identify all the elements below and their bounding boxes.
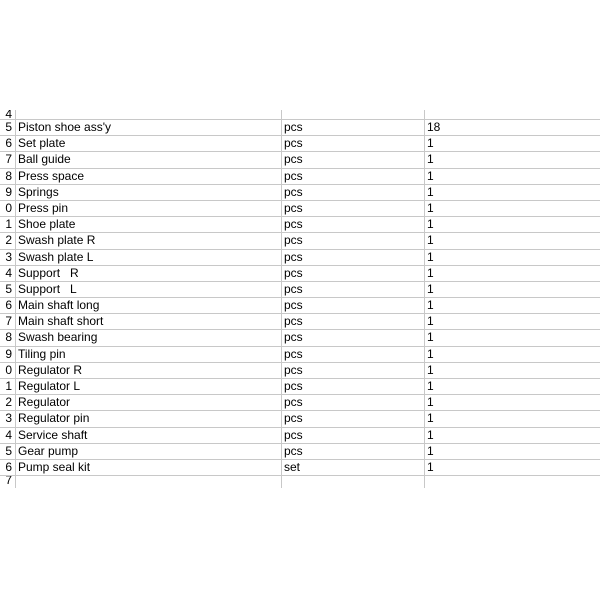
table-row (0, 363, 600, 379)
table-row (0, 169, 600, 185)
cell-description[interactable]: Main shaft long (18, 298, 100, 313)
table-row-partial-top (0, 110, 600, 120)
row-number[interactable]: 4 (5, 265, 12, 280)
row-number[interactable]: 2 (5, 395, 12, 410)
row-number[interactable]: 7 (5, 476, 12, 485)
cell-quantity[interactable]: 1 (427, 330, 434, 345)
cell-quantity[interactable]: 1 (427, 136, 434, 151)
cell-quantity[interactable]: 1 (427, 379, 434, 393)
table-row (0, 120, 600, 136)
cell-unit[interactable]: pcs (284, 379, 303, 393)
table-row (0, 444, 600, 460)
cell-quantity[interactable]: 1 (427, 411, 434, 426)
cell-description[interactable]: Shoe plate (18, 217, 76, 232)
cell-unit[interactable]: pcs (284, 411, 303, 426)
row-number[interactable]: 3 (5, 249, 12, 264)
table-row (0, 136, 600, 152)
cell-quantity[interactable]: 1 (427, 395, 434, 410)
cell-quantity[interactable]: 1 (427, 362, 434, 377)
cell-quantity[interactable]: 1 (427, 152, 434, 167)
cell-unit[interactable]: pcs (284, 168, 303, 183)
cell-unit[interactable]: pcs (284, 136, 303, 151)
cell-unit[interactable]: pcs (284, 152, 303, 167)
cell-description[interactable]: Swash bearing (18, 330, 98, 345)
table-row (0, 152, 600, 168)
table-row (0, 379, 600, 395)
cell-unit[interactable]: pcs (284, 427, 303, 442)
cell-description[interactable]: Press pin (18, 200, 69, 215)
cell-unit[interactable]: pcs (284, 217, 303, 232)
cell-description[interactable]: Regulator (18, 395, 71, 410)
table-row (0, 185, 600, 201)
row-number[interactable]: 9 (5, 184, 12, 199)
table-row (0, 201, 600, 217)
cell-unit[interactable]: pcs (284, 330, 303, 345)
row-number[interactable]: 6 (5, 459, 12, 474)
cell-description[interactable]: Piston shoe ass'y (18, 120, 112, 134)
cell-description[interactable]: Press space (18, 168, 85, 183)
cell-unit[interactable]: pcs (284, 443, 303, 458)
cell-quantity[interactable]: 1 (427, 314, 434, 329)
cell-quantity[interactable]: 1 (427, 265, 434, 280)
cell-description[interactable]: Service shaft (18, 427, 88, 442)
row-number[interactable]: 8 (5, 330, 12, 345)
cell-unit[interactable]: pcs (284, 120, 303, 134)
table-row (0, 233, 600, 249)
table-row-partial-bottom (0, 476, 600, 484)
row-number[interactable]: 1 (5, 379, 12, 393)
cell-unit[interactable]: pcs (284, 362, 303, 377)
table-row (0, 250, 600, 266)
spreadsheet-grid (0, 110, 600, 484)
cell-quantity[interactable]: 1 (427, 168, 434, 183)
row-number[interactable]: 1 (5, 217, 12, 232)
cell-description[interactable]: Swash plate L (18, 249, 94, 264)
table-row (0, 411, 600, 427)
table-row (0, 298, 600, 314)
cell-quantity[interactable]: 1 (427, 443, 434, 458)
cell-description[interactable]: Regulator pin (18, 411, 90, 426)
table-row (0, 282, 600, 298)
cell-quantity[interactable]: 1 (427, 200, 434, 215)
cell-description[interactable]: Swash plate R (18, 233, 96, 248)
cell-unit[interactable]: pcs (284, 298, 303, 313)
row-number[interactable]: 2 (5, 233, 12, 248)
table-row (0, 314, 600, 330)
cell-unit[interactable]: pcs (284, 233, 303, 248)
cell-quantity[interactable]: 1 (427, 346, 434, 361)
cell-unit[interactable]: pcs (284, 281, 303, 296)
cell-description[interactable]: Set plate (18, 136, 66, 151)
cell-quantity[interactable]: 1 (427, 459, 434, 474)
cell-description[interactable]: Springs (18, 184, 59, 199)
table-row (0, 266, 600, 282)
cell-quantity[interactable]: 1 (427, 298, 434, 313)
table-row (0, 428, 600, 444)
cell-unit[interactable]: pcs (284, 184, 303, 199)
cell-description[interactable]: Pump seal kit (18, 459, 91, 474)
cell-description[interactable]: Ball guide (18, 152, 71, 167)
row-number[interactable]: 9 (5, 346, 12, 361)
row-number[interactable]: 7 (5, 152, 12, 167)
cell-description[interactable]: Support L (18, 281, 77, 296)
cell-unit[interactable]: pcs (284, 395, 303, 410)
row-number[interactable]: 5 (5, 120, 12, 134)
row-number[interactable]: 6 (5, 136, 12, 151)
table-row (0, 330, 600, 346)
cell-unit[interactable]: pcs (284, 265, 303, 280)
cell-quantity[interactable]: 18 (427, 120, 441, 134)
table-row (0, 347, 600, 363)
cell-quantity[interactable]: 1 (427, 184, 434, 199)
cell-description[interactable]: Tiling pin (18, 346, 66, 361)
cell-quantity[interactable]: 1 (427, 281, 434, 296)
cell-quantity[interactable]: 1 (427, 217, 434, 232)
table-row (0, 460, 600, 476)
cell-description[interactable]: Main shaft short (18, 314, 104, 329)
cell-description[interactable]: Regulator L (18, 379, 81, 393)
row-number[interactable]: 5 (5, 443, 12, 458)
table-row (0, 395, 600, 411)
cell-description[interactable]: Support R (18, 265, 79, 280)
row-number[interactable]: 4 (5, 110, 12, 119)
cell-unit[interactable]: pcs (284, 249, 303, 264)
cell-unit[interactable]: pcs (284, 314, 303, 329)
cell-quantity[interactable]: 1 (427, 427, 434, 442)
row-number[interactable]: 8 (5, 168, 12, 183)
cell-description[interactable]: Gear pump (18, 443, 79, 458)
row-number[interactable]: 7 (5, 314, 12, 329)
cell-quantity[interactable]: 1 (427, 249, 434, 264)
cell-unit[interactable]: set (284, 459, 301, 474)
table-row (0, 217, 600, 233)
row-number[interactable]: 0 (5, 200, 12, 215)
row-number[interactable]: 5 (5, 281, 12, 296)
cell-unit[interactable]: pcs (284, 346, 303, 361)
row-number[interactable]: 3 (5, 411, 12, 426)
cell-description[interactable]: Regulator R (18, 362, 83, 377)
row-number[interactable]: 6 (5, 298, 12, 313)
cell-unit[interactable]: pcs (284, 200, 303, 215)
row-number[interactable]: 0 (5, 362, 12, 377)
row-number[interactable]: 4 (5, 427, 12, 442)
cell-quantity[interactable]: 1 (427, 233, 434, 248)
